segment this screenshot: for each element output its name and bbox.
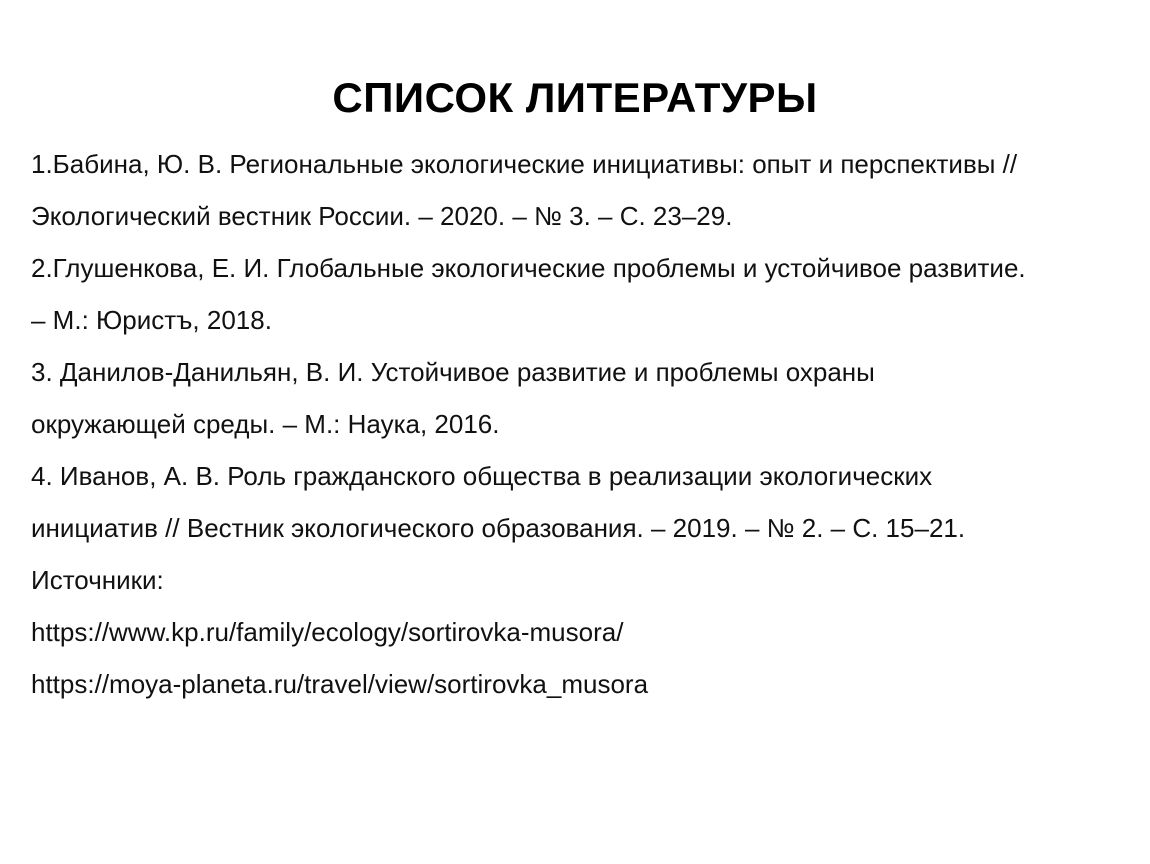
sources-section <box>31 554 1136 710</box>
reference-1-line-1: 1.Бабина, Ю. В. Региональные экологические инициативы: опыт и перспективы // <box>31 149 1018 179</box>
page-title: СПИСОК ЛИТЕРАТУРЫ <box>332 74 818 121</box>
reference-item-4 <box>31 450 1136 554</box>
reference-3-line-1: 3. Данилов-Данильян, В. И. Устойчивое развитие и проблемы охраны <box>31 357 875 387</box>
reference-item-1 <box>31 138 1136 242</box>
reference-list <box>31 138 1136 710</box>
reference-4-line-1: 4. Иванов, А. В. Роль гражданского общества в реализации экологических <box>31 461 933 491</box>
reference-1-line-2: Экологический вестник России. – 2020. – № 3. – С. 23–29. <box>31 201 733 231</box>
sources-heading: Источники: <box>31 565 164 595</box>
source-link-2: https://moya-planeta.ru/travel/view/sortirovka_musora <box>31 669 649 699</box>
reference-item-3 <box>31 346 1136 450</box>
reference-2-line-2: – М.: Юристъ, 2018. <box>31 305 272 335</box>
reference-item-2 <box>31 242 1136 346</box>
reference-4-line-2: инициатив // Вестник экологического образования. – 2019. – № 2. – С. 15–21. <box>31 513 966 543</box>
reference-3-line-2: окружающей среды. – М.: Наука, 2016. <box>31 409 500 439</box>
source-link-1: https://www.kp.ru/family/ecology/sortirovka-musora/ <box>31 617 624 647</box>
reference-2-line-1: 2.Глушенкова, Е. И. Глобальные экологические проблемы и устойчивое развитие. <box>31 253 1026 283</box>
